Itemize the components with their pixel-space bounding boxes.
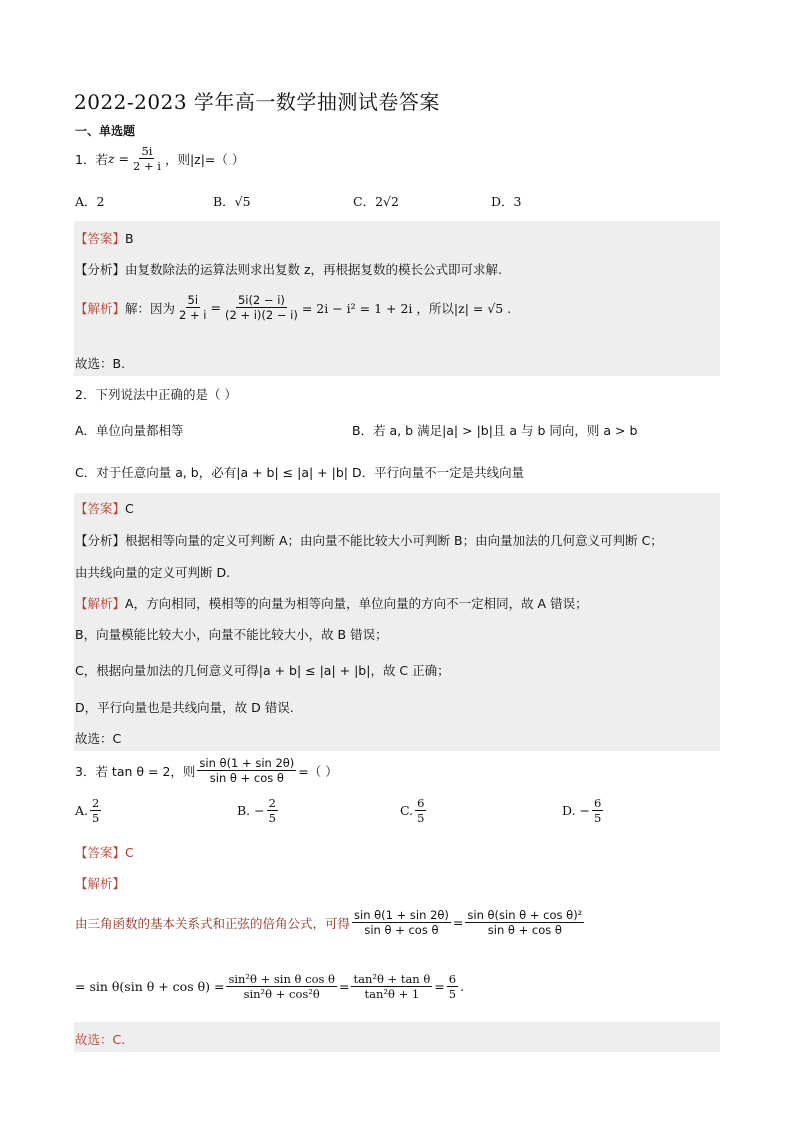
q1-answer-row bbox=[75, 229, 134, 247]
q1-stem-fraction bbox=[131, 144, 163, 173]
q3-answer-row bbox=[75, 843, 134, 861]
answer-tag: 【答案】 bbox=[75, 231, 126, 246]
fraction-denominator: (2 + i)(2 − i) bbox=[224, 308, 298, 322]
analysis-tag: 【分析】 bbox=[75, 262, 126, 277]
q2-choice: 故选：C bbox=[75, 731, 122, 746]
fraction-numerator: sin²θ + sin θ cos θ bbox=[228, 972, 335, 986]
analysis-tag: 【分析】 bbox=[75, 533, 126, 548]
q3-option-a bbox=[75, 796, 103, 825]
fraction-numerator: 2 bbox=[268, 796, 276, 810]
answer-value: C bbox=[125, 501, 134, 516]
solution-fraction-2 bbox=[223, 293, 300, 322]
fraction-denominator: sin θ + cos θ bbox=[487, 923, 562, 937]
q3-solution-heading bbox=[75, 874, 125, 892]
solution-text: A，方向相同，模相等的向量为相等向量，单位向量的方向不一定相同，故 A 错误； bbox=[125, 596, 588, 611]
fraction-denominator: tan²θ + 1 bbox=[364, 987, 420, 1001]
solution-expression: = sin θ(sin θ + cos θ) = bbox=[75, 979, 225, 994]
fraction-numerator: 5i(2 − i) bbox=[237, 293, 285, 307]
q3-solution-line-1 bbox=[75, 908, 586, 937]
q1-stem-suffix: ，则|z|=（ ） bbox=[164, 151, 245, 167]
fraction-denominator: 2 + i bbox=[133, 159, 161, 173]
q3-stem bbox=[75, 756, 338, 785]
option-label: A. bbox=[75, 803, 89, 818]
solution-result: = 2i − i² = 1 + 2i ，所以|z| = √5 . bbox=[301, 300, 512, 316]
q3-option-c bbox=[400, 796, 428, 825]
q3-choice: 故选：C. bbox=[75, 1032, 126, 1047]
option-fraction bbox=[415, 796, 426, 825]
equals-sign: = bbox=[338, 979, 350, 994]
q2-option-d: D．平行向量不一定是共线向量 bbox=[352, 465, 525, 480]
option-label: B. − bbox=[237, 803, 265, 818]
solution-text: 解：因为 bbox=[125, 300, 176, 316]
fraction-denominator: 5 bbox=[92, 811, 100, 825]
option-fraction bbox=[592, 796, 603, 825]
q1-choice: 故选：B. bbox=[75, 356, 126, 371]
equals-sign: = bbox=[452, 915, 464, 930]
q2-solution-row-3: C，根据向量加法的几何意义可得|a + b| ≤ |a| + |b|，故 C 正确； bbox=[75, 663, 450, 678]
q1-solution-row bbox=[75, 293, 511, 322]
page-title: 2022-2023 学年高一数学抽测试卷答案 bbox=[74, 90, 440, 114]
solution-fraction-4 bbox=[351, 972, 432, 1001]
q1-stem-variable: z = bbox=[107, 151, 129, 166]
q1-option-c: C．2√2 bbox=[353, 194, 399, 209]
q3-solution-line-2 bbox=[75, 972, 464, 1001]
q3-stem-suffix: =（ ） bbox=[298, 763, 338, 779]
fraction-numerator: sin θ(1 + sin 2θ) bbox=[354, 908, 449, 922]
solution-tag: 【解析】 bbox=[75, 596, 126, 611]
q2-answer-row bbox=[75, 499, 134, 517]
fraction-numerator: 6 bbox=[448, 972, 457, 986]
equals-sign: = bbox=[434, 979, 445, 994]
period: . bbox=[460, 979, 465, 994]
solution-tag: 【解析】 bbox=[75, 300, 126, 316]
q2-solution-row-1 bbox=[75, 594, 588, 612]
q1-stem-prefix: 1．若 bbox=[75, 151, 108, 167]
solution-fraction-1 bbox=[352, 908, 451, 937]
fraction-denominator: 2 + i bbox=[179, 308, 207, 322]
q3-stem-fraction bbox=[197, 756, 296, 785]
fraction-numerator: 6 bbox=[594, 796, 602, 810]
fraction-denominator: sin θ + cos θ bbox=[364, 923, 439, 937]
analysis-text: 由复数除法的运算法则求出复数 z，再根据复数的模长公式即可求解. bbox=[125, 262, 503, 277]
option-fraction bbox=[90, 796, 101, 825]
q2-solution-row-2: B，向量模能比较大小，向量不能比较大小，故 B 错误； bbox=[75, 627, 388, 642]
q3-stem-prefix: 3．若 tan θ = 2，则 bbox=[75, 763, 196, 779]
fraction-denominator: sin²θ + cos²θ bbox=[243, 987, 320, 1001]
solution-tag: 【解析】 bbox=[75, 876, 126, 891]
q1-option-a: A．2 bbox=[75, 194, 105, 209]
fraction-numerator: 5i bbox=[187, 293, 199, 307]
q2-option-c: C．对于任意向量 a, b，必有|a + b| ≤ |a| + |b| bbox=[75, 465, 348, 480]
q1-option-d: D．3 bbox=[491, 194, 522, 209]
option-fraction bbox=[267, 796, 278, 825]
solution-fraction-1 bbox=[177, 293, 208, 322]
q1-stem bbox=[75, 144, 244, 173]
q2-analysis-row-2: 由共线向量的定义可判断 D. bbox=[75, 565, 231, 580]
section-heading: 一、单选题 bbox=[75, 124, 136, 138]
fraction-numerator: 6 bbox=[417, 796, 425, 810]
fraction-numerator: sin θ(sin θ + cos θ)² bbox=[467, 908, 583, 922]
answer-value: B bbox=[125, 231, 134, 246]
answer-tag: 【答案】 bbox=[75, 845, 126, 860]
fraction-denominator: 5 bbox=[594, 811, 602, 825]
q2-stem: 2．下列说法中正确的是（ ） bbox=[75, 387, 237, 402]
solution-fraction-3 bbox=[226, 972, 337, 1001]
analysis-text: 根据相等向量的定义可判断 A；由向量不能比较大小可判断 B；由向量加法的几何意义可判断 C； bbox=[125, 533, 663, 548]
fraction-denominator: 5 bbox=[268, 811, 276, 825]
q1-analysis-row bbox=[75, 260, 502, 278]
q2-option-b: B．若 a, b 满足|a| > |b|且 a 与 b 同向，则 a > b bbox=[352, 423, 638, 438]
fraction-denominator: 5 bbox=[417, 811, 425, 825]
fraction-numerator: 2 bbox=[92, 796, 100, 810]
option-label: C. bbox=[400, 803, 414, 818]
fraction-denominator: 5 bbox=[448, 987, 457, 1001]
q1-option-b: B．√5 bbox=[213, 194, 251, 209]
fraction-numerator: sin θ(1 + sin 2θ) bbox=[199, 756, 295, 770]
q3-choice-block bbox=[74, 1022, 720, 1052]
solution-fraction-5 bbox=[447, 972, 458, 1001]
option-label: D. − bbox=[562, 803, 590, 818]
fraction-numerator: tan²θ + tan θ bbox=[353, 972, 431, 986]
solution-text: 由三角函数的基本关系式和正弦的倍角公式，可得 bbox=[75, 915, 351, 931]
q3-option-d bbox=[562, 796, 605, 825]
fraction-denominator: sin θ + cos θ bbox=[209, 771, 284, 785]
equals-sign: = bbox=[210, 300, 221, 315]
answer-value: C bbox=[125, 845, 134, 860]
answer-tag: 【答案】 bbox=[75, 501, 126, 516]
solution-fraction-2 bbox=[465, 908, 584, 937]
fraction-numerator: 5i bbox=[141, 144, 153, 158]
q3-option-b bbox=[237, 796, 280, 825]
q2-option-a: A．单位向量都相等 bbox=[75, 423, 184, 438]
q2-analysis-row-1 bbox=[75, 531, 663, 549]
q2-solution-row-4: D，平行向量也是共线向量，故 D 错误. bbox=[75, 700, 294, 715]
